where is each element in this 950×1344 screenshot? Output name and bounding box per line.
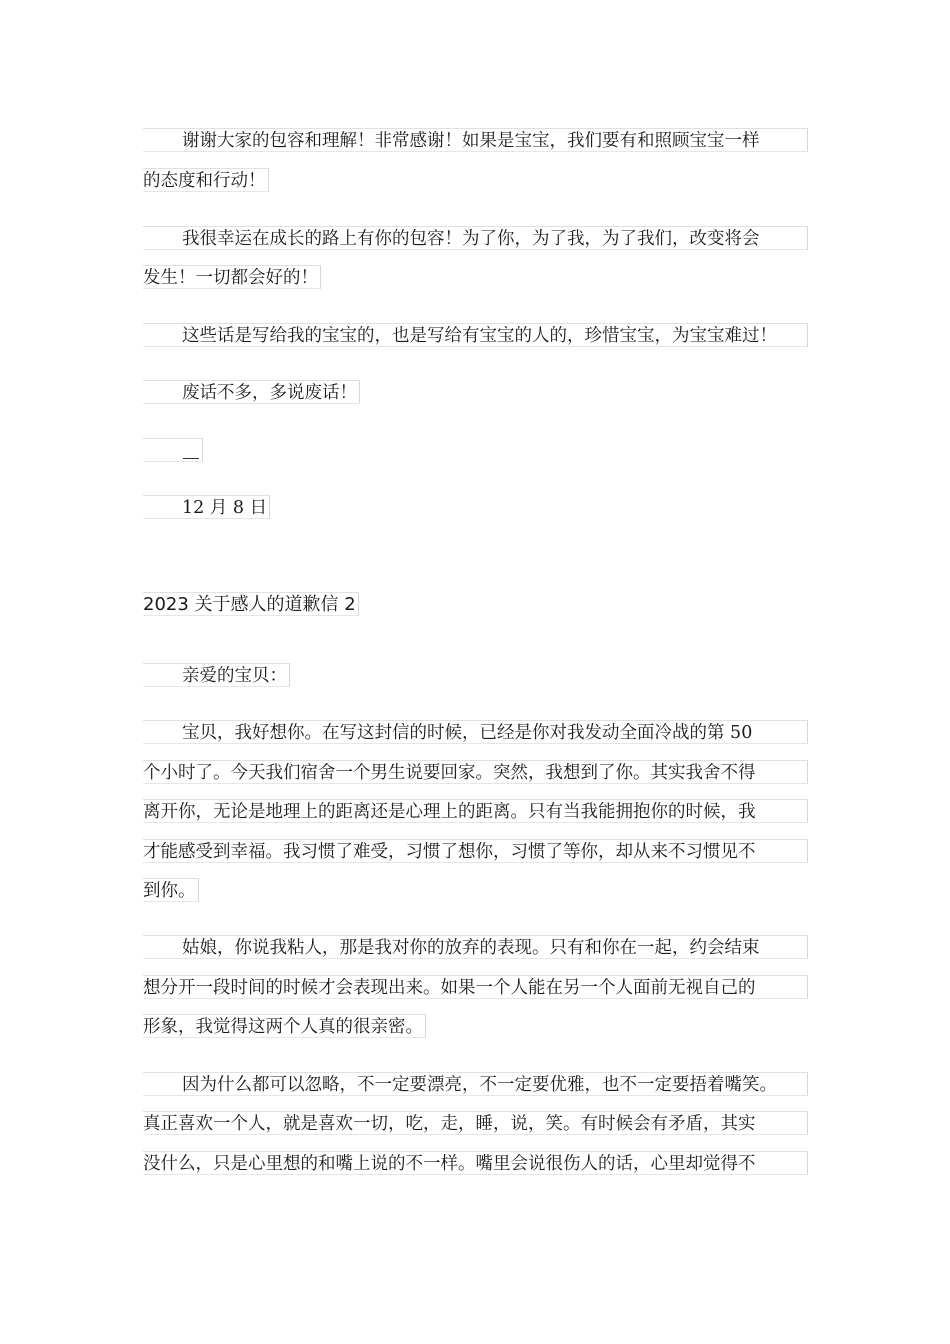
paragraph-5-line-4: 才能感受到幸福。我习惯了难受，习惯了想你，习惯了等你，却从来不习惯见不 (143, 839, 808, 863)
paragraph-2-line-2: 发生！一切都会好的！ (143, 265, 321, 289)
paragraph-7-line-1: 因为什么都可以忽略，不一定要漂亮，不一定要优雅，也不一定要捂着嘴笑。 (143, 1072, 808, 1096)
paragraph-4-line-1: 废话不多，多说废话！ (143, 380, 360, 404)
date-line: 12 月 8 日 (143, 495, 270, 519)
paragraph-5-line-1: 宝贝，我好想你。在写这封信的时候，已经是你对我发动全面冷战的第 50 (143, 720, 808, 744)
paragraph-1-line-2: 的态度和行动！ (143, 168, 269, 192)
paragraph-6-line-2: 想分开一段时间的时候才会表现出来。如果一个人能在另一个人面前无视自己的 (143, 975, 808, 999)
paragraph-6-line-1: 姑娘，你说我粘人，那是我对你的放弃的表现。只有和你在一起，约会结束 (143, 935, 808, 959)
paragraph-1-line-1: 谢谢大家的包容和理解！非常感谢！如果是宝宝，我们要有和照顾宝宝一样 (143, 128, 808, 152)
paragraph-3-line-1: 这些话是写给我的宝宝的，也是写给有宝宝的人的，珍惜宝宝，为宝宝难过！ (143, 323, 808, 347)
signature-dash (143, 438, 203, 462)
paragraph-5-line-3: 离开你，无论是地理上的距离还是心理上的距离。只有当我能拥抱你的时候，我 (143, 799, 808, 823)
salutation: 亲爱的宝贝： (143, 663, 290, 687)
paragraph-5-line-2: 个小时了。今天我们宿舍一个男生说要回家。突然，我想到了你。其实我舍不得 (143, 760, 808, 784)
paragraph-7-line-3: 没什么，只是心里想的和嘴上说的不一样。嘴里会说很伤人的话，心里却觉得不 (143, 1151, 808, 1175)
section-title: 2023 关于感人的道歉信 2 (143, 592, 359, 616)
paragraph-7-line-2: 真正喜欢一个人，就是喜欢一切，吃，走，睡，说，笑。有时候会有矛盾，其实 (143, 1111, 808, 1135)
paragraph-6-line-3: 形象，我觉得这两个人真的很亲密。 (143, 1014, 426, 1038)
paragraph-5-line-5: 到你。 (143, 878, 199, 902)
paragraph-2-line-1: 我很幸运在成长的路上有你的包容！为了你，为了我，为了我们，改变将会 (143, 226, 808, 250)
